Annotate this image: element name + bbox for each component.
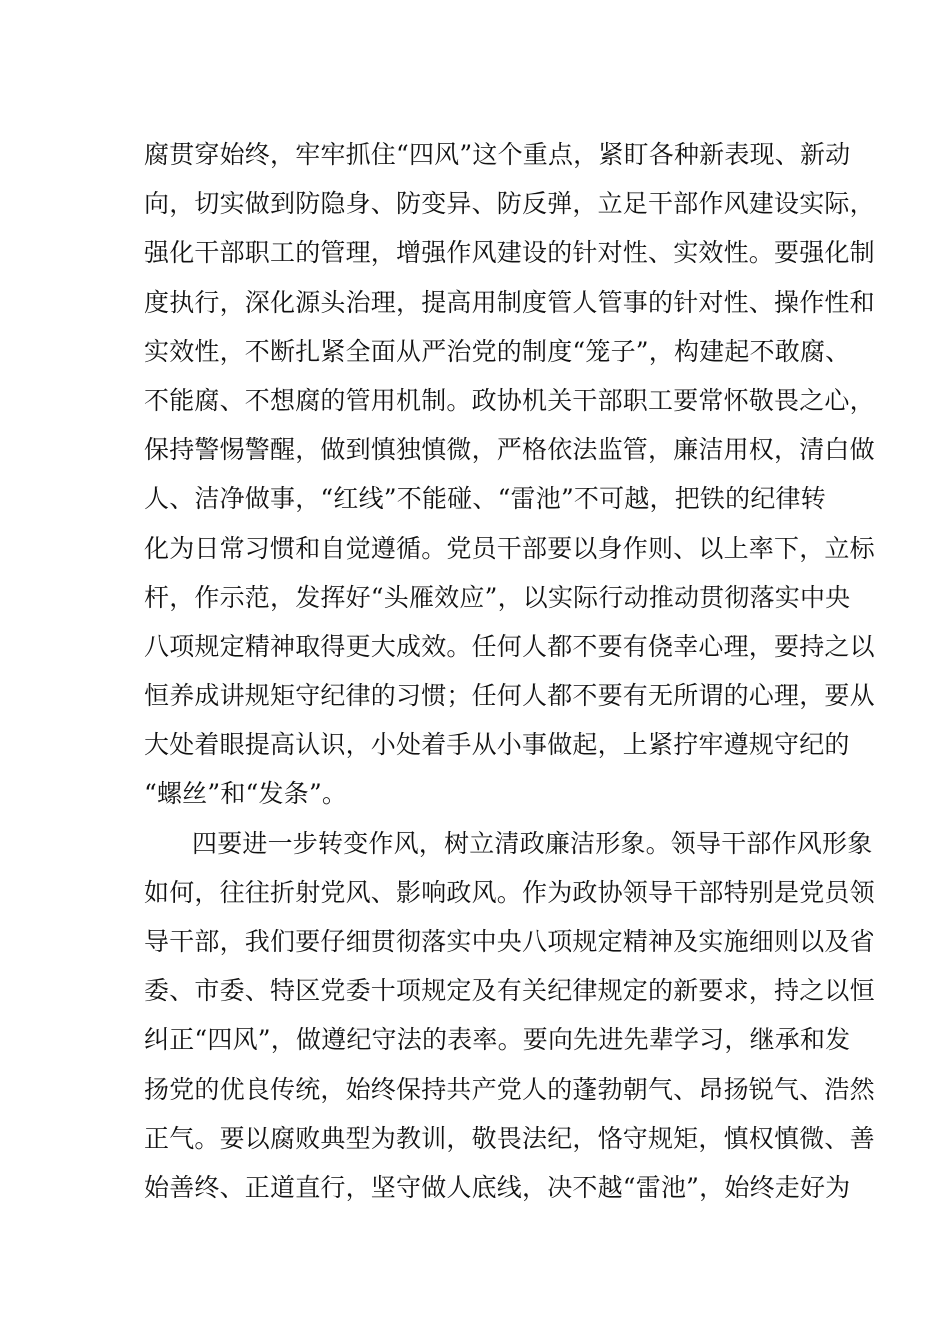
text-line: 如何，往往折射党风、影响政风。作为政协领导干部特别是党员领: [144, 877, 875, 907]
text-line: 度执行，深化源头治理，提高用制度管人管事的针对性、操作性和: [144, 287, 875, 317]
text-line: 八项规定精神取得更大成效。任何人都不要有侥幸心理，要持之以: [144, 631, 875, 661]
text-line: 向，切实做到防隐身、防变异、防反弹，立足干部作风建设实际，: [144, 189, 875, 219]
text-line: 保持警惕警醒，做到慎独慎微，严格依法监管，廉洁用权，清白做: [144, 435, 875, 465]
text-line: 四要进一步转变作风，树立清政廉洁形象。领导干部作风形象: [192, 828, 873, 858]
text-line: “螺丝”和“发条”。: [144, 779, 348, 809]
text-line: 始善终、正道直行，坚守做人底线，决不越“雷池”，始终走好为: [144, 1172, 851, 1202]
text-line: 纠正“四风”，做遵纪守法的表率。要向先进先辈学习，继承和发: [144, 1025, 851, 1055]
paragraph-2: [144, 819, 875, 1213]
text-line: 不能腐、不想腐的管用机制。政协机关干部职工要常怀敬畏之心，: [144, 385, 875, 415]
text-line: 扬党的优良传统，始终保持共产党人的蓬勃朝气、昂扬锐气、浩然: [144, 1074, 875, 1104]
text-line: 实效性，不断扎紧全面从严治党的制度“笼子”，构建起不敢腐、: [144, 336, 851, 366]
text-line: 腐贯穿始终，牢牢抓住“四风”这个重点，紧盯各种新表现、新动: [144, 140, 851, 169]
text-line: 正气。要以腐败典型为教训，敬畏法纪，恪守规矩，慎权慎微、善: [144, 1123, 875, 1153]
text-line: 导干部，我们要仔细贯彻落实中央八项规定精神及实施细则以及省: [144, 927, 875, 956]
text-line: 大处着眼提高认识，小处着手从小事做起，上紧拧牢遵规守纪的: [144, 730, 850, 760]
document-body: [144, 130, 875, 1212]
text-line: 化为日常习惯和自觉遵循。党员干部要以身作则、以上率下，立标: [144, 533, 875, 563]
text-line: 强化干部职工的管理，增强作风建设的针对性、实效性。要强化制: [144, 238, 875, 268]
text-line: 人、洁净做事，“红线”不能碰、“雷池”不可越，把铁的纪律转: [144, 484, 826, 514]
text-line: 委、市委、特区党委十项规定及有关纪律规定的新要求，持之以恒: [144, 976, 875, 1006]
text-line: 恒养成讲规矩守纪律的习惯；任何人都不要有无所谓的心理，要从: [144, 681, 875, 711]
paragraph-1: [144, 130, 875, 819]
text-line: 杆，作示范，发挥好“头雁效应”，以实际行动推动贯彻落实中央: [144, 582, 851, 612]
